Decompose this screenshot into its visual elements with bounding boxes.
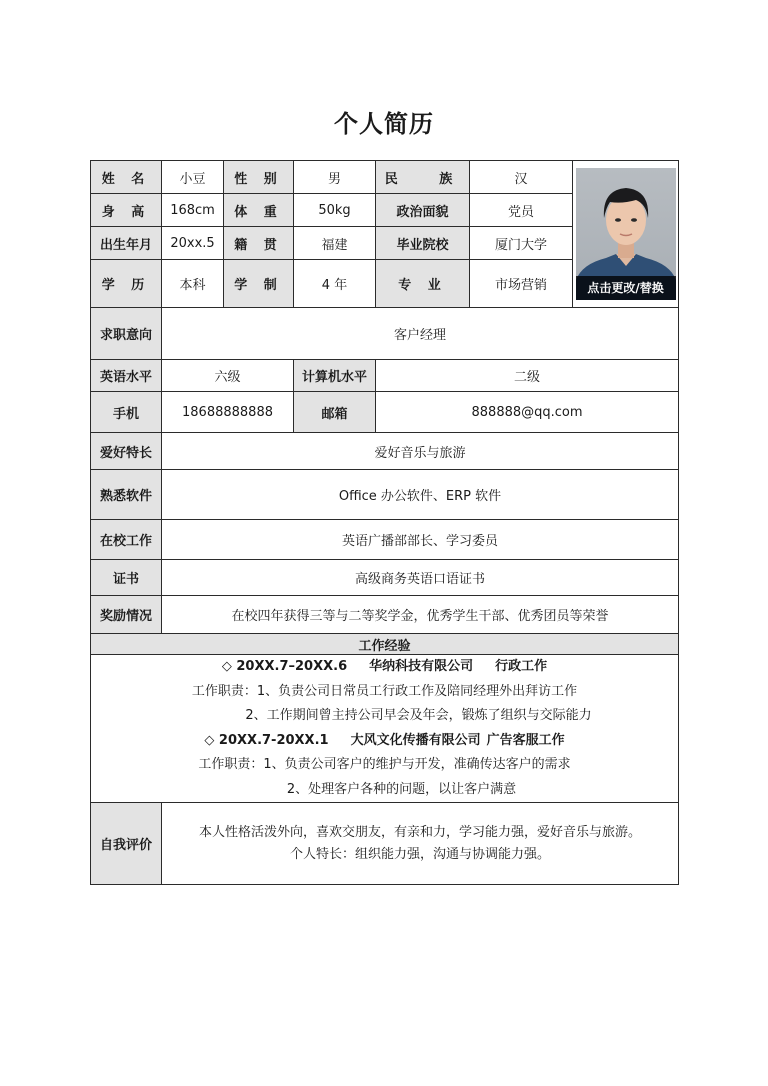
photo-cell: [573, 161, 679, 308]
profile-photo[interactable]: [576, 168, 676, 300]
political-label: 政治面貌: [376, 194, 470, 227]
phone-value[interactable]: 18688888888: [162, 392, 294, 433]
job-1-header: [91, 655, 678, 680]
major-label: 专 业: [376, 260, 470, 308]
job-2-position: 广告客服工作: [486, 732, 565, 748]
political-value[interactable]: 党员: [470, 194, 573, 227]
self-eval-value[interactable]: [162, 803, 679, 885]
awards-label: 奖励情况: [91, 596, 162, 634]
computer-value[interactable]: 二级: [376, 360, 679, 392]
height-value[interactable]: 168cm: [162, 194, 224, 227]
self-eval-line-2: 个人特长：组织能力强，沟通与协调能力强。: [290, 846, 551, 862]
job-2-company: 大风文化传播有限公司: [350, 732, 481, 748]
job-1-position: 行政工作: [495, 659, 548, 674]
school-label: 毕业院校: [376, 227, 470, 260]
job-2-duty-2: 2、处理客户各种的问题，以让客户满意: [286, 781, 517, 797]
work-section-header: 工作经验: [91, 634, 679, 655]
job-1-period: ◇ 20XX.7–20XX.6: [221, 659, 348, 674]
weight-label: 体 重: [224, 194, 294, 227]
job-1-duty-2: 2、工作期间曾主持公司早会及年会，锻炼了组织与交际能力: [245, 708, 592, 723]
job-2-period: ◇ 20XX.7-20XX.1: [204, 732, 329, 748]
ethnicity-label: 民 族: [376, 161, 470, 194]
duration-label: 学 制: [224, 260, 294, 308]
english-value[interactable]: 六级: [162, 360, 294, 392]
name-value[interactable]: 小豆: [162, 161, 224, 194]
change-photo-button[interactable]: 点击更改/替换: [576, 276, 676, 300]
page-title: 个人简历: [334, 110, 434, 138]
name-label: 姓 名: [91, 161, 162, 194]
resume-table: [90, 160, 679, 885]
school-value[interactable]: 厦门大学: [470, 227, 573, 260]
email-label: 邮箱: [294, 392, 376, 433]
duration-value[interactable]: 4 年: [294, 260, 376, 308]
self-eval-line-1: 本人性格活泼外向，喜欢交朋友，有亲和力，学习能力强，爱好音乐与旅游。: [199, 824, 642, 840]
ethnicity-value[interactable]: 汉: [470, 161, 573, 194]
english-label: 英语水平: [91, 360, 162, 392]
birth-value[interactable]: 20xx.5: [162, 227, 224, 260]
degree-value[interactable]: 本科: [162, 260, 224, 308]
height-label: 身 高: [91, 194, 162, 227]
certificate-value[interactable]: 高级商务英语口语证书: [162, 560, 679, 596]
email-value[interactable]: 888888@qq.com: [376, 392, 679, 433]
gender-value[interactable]: 男: [294, 161, 376, 194]
software-label: 熟悉软件: [91, 470, 162, 520]
major-value[interactable]: 市场营销: [470, 260, 573, 308]
hobbies-value[interactable]: 爱好音乐与旅游: [162, 433, 679, 470]
self-eval-label: 自我评价: [91, 803, 162, 885]
software-value[interactable]: Office 办公软件、ERP 软件: [162, 470, 679, 520]
work-experience[interactable]: [91, 655, 679, 803]
birth-label: 出生年月: [91, 227, 162, 260]
certificate-label: 证书: [91, 560, 162, 596]
job-1-company: 华纳科技有限公司: [369, 659, 474, 674]
awards-value[interactable]: 在校四年获得三等与二等奖学金，优秀学生干部、优秀团员等荣誉: [162, 596, 679, 634]
job-intent-label: 求职意向: [91, 308, 162, 360]
computer-label: 计算机水平: [294, 360, 376, 392]
hometown-value[interactable]: 福建: [294, 227, 376, 260]
job-2-duty-1: 工作职责：1、负责公司客户的维护与开发，准确传达客户的需求: [198, 757, 571, 772]
hometown-label: 籍 贯: [224, 227, 294, 260]
gender-label: 性 别: [224, 161, 294, 194]
campus-value[interactable]: 英语广播部部长、学习委员: [162, 520, 679, 560]
phone-label: 手机: [91, 392, 162, 433]
weight-value[interactable]: 50kg: [294, 194, 376, 227]
campus-label: 在校工作: [91, 520, 162, 560]
degree-label: 学 历: [91, 260, 162, 308]
job-1-duty-1: 工作职责：1、负责公司日常员工行政工作及陪同经理外出拜访工作: [191, 683, 578, 699]
hobbies-label: 爱好特长: [91, 433, 162, 470]
job-2-header: [91, 729, 678, 754]
job-intent-value[interactable]: 客户经理: [162, 308, 679, 360]
